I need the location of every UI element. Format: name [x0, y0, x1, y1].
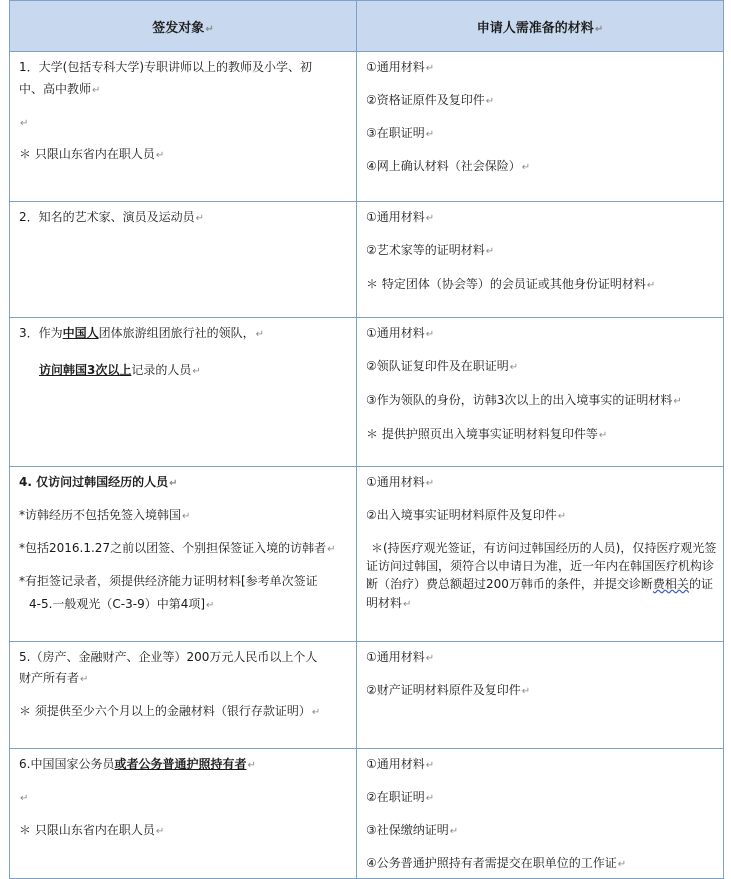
row3-material-note: ＊ 提供护照页出入境事实证明材料复印件等↵: [366, 427, 608, 441]
header-col2-text: 申请人需准备的材料: [476, 20, 594, 36]
row3-material-2: ②领队证复印件及在职证明↵: [366, 359, 519, 373]
paragraph-mark: ↵: [594, 23, 604, 35]
row1-left-line2: 中、高中教师↵: [19, 82, 101, 96]
row6-left-line1: 6.中国国家公务员或者公务普通护照持有者↵: [19, 757, 256, 771]
row1-left-line3: ↵: [20, 118, 29, 129]
row6-target-cell: [10, 749, 357, 879]
row4-note-line1: ＊(持医疗观光签证，有访问过韩国经历的人员)，仅持医疗观光签: [371, 541, 717, 555]
row6-left-line3: ＊ 只限山东省内在职人员↵: [19, 823, 165, 837]
row4-left-line4: *有拒签记录者，须提供经济能力证明材料[参考单次签证: [19, 574, 318, 588]
paragraph-mark: ↵: [205, 23, 214, 35]
table-row: [10, 318, 724, 467]
row5-left-line1: 5.（房产、金融财产、企业等）200万元人民币以上个人: [19, 650, 318, 664]
row3-materials-cell: [357, 318, 724, 467]
row5-left-line3: ＊ 须提供至少六个月以上的金融材料（银行存款证明）↵: [19, 704, 321, 718]
row6-material-4: ④公务普通护照持有者需提交在职单位的工作证↵: [366, 856, 627, 870]
row6-left-line2: ↵: [20, 793, 29, 804]
row2-material-1: ①通用材料↵: [366, 210, 435, 224]
row4-left-line5: 4-5.一般观光（C-3-9）中第4项]↵: [29, 597, 215, 611]
row6-materials-cell: [357, 749, 724, 879]
row3-left-line1: 3．作为中国人团体旅游组团旅行社的领队，↵: [19, 326, 265, 340]
row4-note-line4: 明材料↵: [366, 596, 412, 610]
row3-material-3: ③作为领队的身份，访韩3次以上的出入境事实的证明材料↵: [366, 393, 682, 407]
row1-material-3: ③在职证明↵: [366, 126, 435, 140]
row6-material-2: ②在职证明↵: [366, 790, 435, 804]
row4-target-cell: [10, 467, 357, 642]
row1-material-2: ②资格证原件及复印件↵: [366, 93, 495, 107]
header-issuance-target: [10, 1, 357, 52]
row4-material-2: ②出入境事实证明材料原件及复印件↵: [366, 508, 567, 522]
row2-target-cell: [10, 202, 357, 318]
row1-left-line4: ＊ 只限山东省内在职人员↵: [19, 147, 165, 161]
row5-material-2: ②财产证明材料原件及复印件↵: [366, 683, 531, 697]
row4-note-line2: 证访问过韩国，须符合以申请日为准，近一年内在韩国医疗机构诊: [366, 559, 715, 573]
table-header-row: [10, 1, 724, 52]
row6-material-1: ①通用材料↵: [366, 757, 435, 771]
row2-materials-cell: [357, 202, 724, 318]
table-row: [10, 202, 724, 318]
row4-left-heading: 4. 仅访问过韩国经历的人员↵: [19, 475, 178, 489]
row1-left-line1: 1．大学(包括专科大学)专职讲师以上的教师及小学、初: [19, 60, 313, 74]
table-row: [10, 749, 724, 879]
table-row: [10, 467, 724, 642]
table-row: [10, 642, 724, 749]
row5-target-cell: [10, 642, 357, 749]
row4-material-1: ①通用材料↵: [366, 475, 435, 489]
row6-material-3: ③社保缴纳证明↵: [366, 823, 459, 837]
row5-material-1: ①通用材料↵: [366, 650, 435, 664]
row1-materials-cell: [357, 52, 724, 202]
row1-material-1: ①通用材料↵: [366, 60, 435, 74]
row2-left-line1: 2．知名的艺术家、演员及运动员↵: [19, 210, 205, 224]
row1-material-4: ④网上确认材料（社会保险）↵: [366, 159, 531, 173]
row4-note-line3: 断（治疗）费总额超过200万韩币的条件，并提交诊断费相关的证: [366, 577, 713, 591]
row1-target-cell: [10, 52, 357, 202]
row4-materials-cell: [357, 467, 724, 642]
row3-left-line2: 访问韩国3次以上记录的人员↵: [39, 363, 201, 377]
header-col1-text: 签发对象: [152, 20, 205, 36]
row4-left-line3: *包括2016.1.27之前以团签、个别担保签证入境的访韩者↵: [19, 541, 336, 555]
row4-left-line2: *访韩经历不包括免签入境韩国↵: [19, 508, 191, 522]
table-row: [10, 52, 724, 202]
row5-left-line2: 财产所有者↵: [19, 671, 89, 685]
row2-material-2: ②艺术家等的证明材料↵: [366, 243, 495, 257]
header-applicant-materials: [357, 1, 724, 52]
visa-requirements-table: [9, 0, 724, 879]
row3-target-cell: [10, 318, 357, 467]
row2-material-note: ＊ 特定团体（协会等）的会员证或其他身份证明材料↵: [366, 277, 656, 291]
row5-materials-cell: [357, 642, 724, 749]
row3-material-1: ①通用材料↵: [366, 326, 435, 340]
